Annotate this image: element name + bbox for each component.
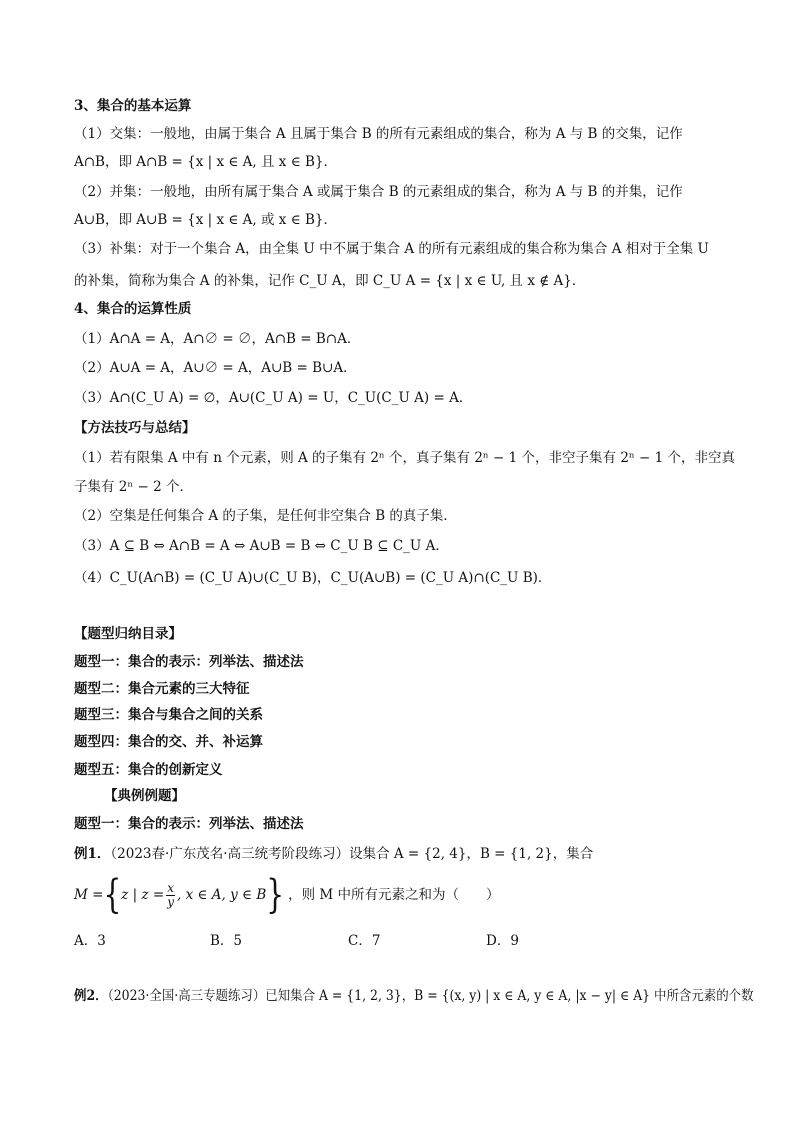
intersection-def-line1: （1）交集：一般地，由属于集合 A 且属于集合 B 的所有元素组成的集合，称为 A 与 B 的交集，记作 [74,126,683,142]
example-2-label: 例2． [74,988,108,1004]
complement-def-line1: （3）补集：对于一个集合 A，由全集 U 中不属于集合 A 的所有元素组成的集合称为集合 A 相对于全集 U [74,241,709,257]
property-line3: （3）A∩(C_U A) = ∅，A∪(C_U A) = U，C_U(C_U A) = A． [74,390,473,406]
section-4-title: 4、集合的运算性质 [74,301,192,317]
set-m-prefix: M = [74,887,104,903]
topic-item-2: 题型二：集合元素的三大特征 [74,681,250,697]
property-line1: （1）A∩A = A，A∩∅ = ∅，A∩B = B∩A． [74,331,361,347]
property-line2: （2）A∪A = A，A∪∅ = A，A∪B = B∪A． [74,360,357,376]
topic-item-5: 题型五：集合的创新定义 [74,762,223,778]
method-line2: 子集有 2ⁿ − 2 个． [74,479,193,495]
option-d: D．9 [486,933,519,949]
topic-item-4: 题型四：集合的交、并、补运算 [74,734,263,750]
examples-topic-1: 题型一：集合的表示：列举法、描述法 [74,816,304,832]
method-line4: （3）A ⊆ B ⇔ A∩B = A ⇔ A∪B = B ⇔ C_U B ⊆ C_U A． [74,538,449,554]
option-a: A．3 [74,933,106,949]
intersection-def-line2: A∩B，即 A∩B = {x | x ∈ A, 且 x ∈ B}． [74,154,337,170]
example-2-line1 [74,987,754,1005]
option-b: B．5 [210,933,243,949]
option-c: C．7 [348,933,381,949]
example-2-stem: （2023·全国·高三专题练习）已知集合 A = {1, 2, 3}，B = {(x, y) | x ∈ A, y ∈ A, |x − y| ∈ A} 中所含元素的个数 [107,988,754,1004]
union-def-line2: A∪B，即 A∪B = {x | x ∈ A, 或 x ∈ B}． [74,212,337,228]
method-line3: （2）空集是任何集合 A 的子集，是任何非空集合 B 的真子集． [74,508,457,524]
example-1-label: 例1． [74,846,111,862]
union-def-line1: （2）并集：一般地，由所有属于集合 A 或属于集合 B 的元素组成的集合，称为 A 与 B 的并集，记作 [74,184,683,200]
complement-def-line2: 的补集，简称为集合 A 的补集，记作 C_U A，即 C_U A = {x | x ∈ U, 且 x ∉ A}． [74,273,586,289]
set-m-condition: , x ∈ A, y ∈ B [177,887,267,903]
fraction-x-over-y [166,882,175,909]
left-brace: { [103,871,122,918]
topic-item-3: 题型三：集合与集合之间的关系 [74,707,263,723]
method-line1: （1）若有限集 A 中有 n 个元素，则 A 的子集有 2ⁿ 个，真子集有 2ⁿ − 1 个，非空子集有 2ⁿ − 1 个，非空真 [74,450,736,466]
fraction-numerator: x [167,880,175,895]
example-1-line1 [74,845,593,863]
example-1-set-definition [74,871,500,918]
topic-item-1: 题型一：集合的表示：列举法、描述法 [74,654,304,670]
section-3-title: 3、集合的基本运算 [74,98,192,114]
fraction-denominator: y [167,894,175,909]
set-m-question: ，则 M 中所有元素之和为（ ） [288,887,500,903]
topic-catalog-title: 【题型归纳目录】 [74,626,182,642]
set-m-variable: z | z = [121,887,165,903]
method-title: 【方法技巧与总结】 [74,420,196,436]
example-1-stem: （2023春·广东茂名·高三统考阶段练习）设集合 A = {2, 4}，B = {1, 2}，集合 [110,846,594,862]
method-line5: （4）C_U(A∩B) = (C_U A)∪(C_U B)，C_U(A∪B) = (C_U A)∩(C_U B)． [74,570,552,586]
examples-title: 【典例例题】 [104,788,185,804]
right-brace: } [266,871,285,918]
